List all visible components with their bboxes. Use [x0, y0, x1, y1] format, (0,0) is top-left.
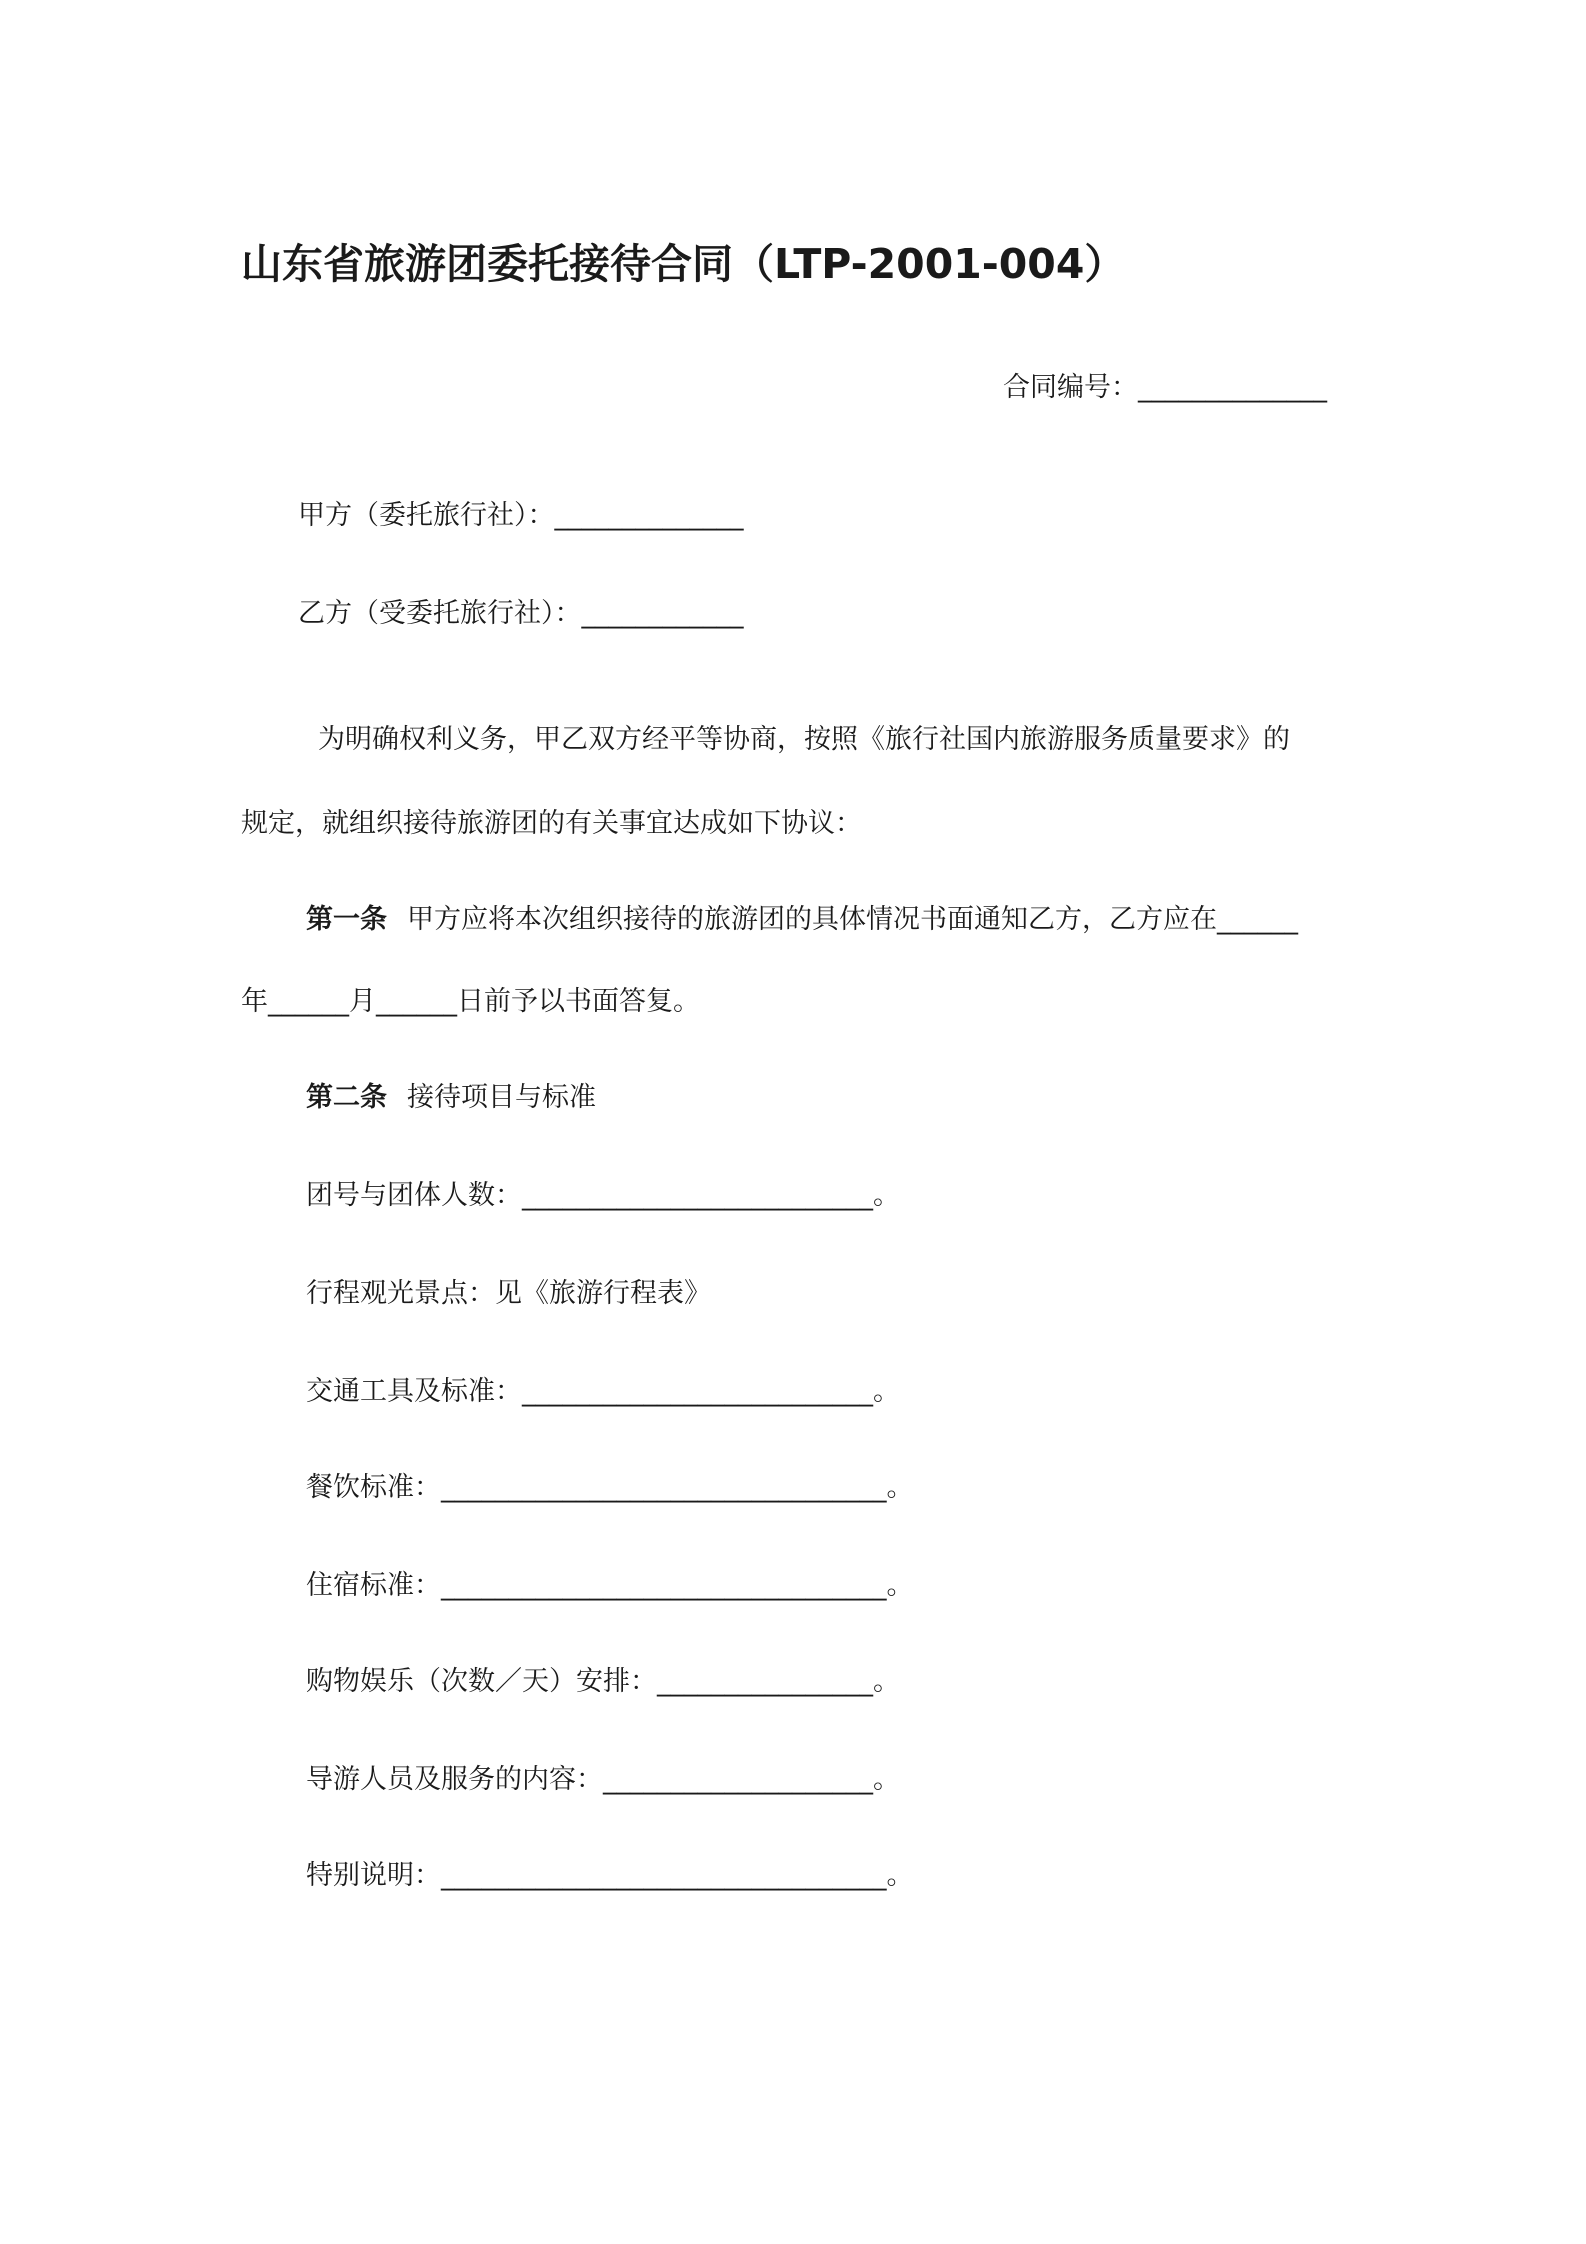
- item-guide: 导游人员及服务的内容：____________________。: [306, 1764, 900, 1795]
- party-b: 乙方（受委托旅行社）：____________: [298, 598, 744, 629]
- item-special-notes: 特别说明：_________________________________。: [306, 1860, 914, 1891]
- article-2-heading-line: [306, 1078, 596, 1118]
- item-itinerary: 行程观光景点：见《旅游行程表》: [306, 1278, 711, 1309]
- item-accommodation: 住宿标准：_________________________________。: [306, 1570, 914, 1601]
- item-transport: 交通工具及标准：__________________________。: [306, 1376, 900, 1407]
- article-1-line-2: 年______月______日前予以书面答复。: [241, 986, 700, 1017]
- article-1-text: 甲方应将本次组织接待的旅游团的具体情况书面通知乙方，乙方应在______: [407, 904, 1298, 935]
- party-a: 甲方（委托旅行社）：______________: [298, 500, 744, 531]
- preamble-line-2: 规定，就组织接待旅游团的有关事宜达成如下协议：: [241, 808, 862, 839]
- preamble-line-1: 为明确权利义务，甲乙双方经平等协商，按照《旅行社国内旅游服务质量要求》的: [318, 724, 1290, 755]
- item-group-size: 团号与团体人数：__________________________。: [306, 1180, 900, 1211]
- article-2-heading: 第二条: [306, 1082, 387, 1113]
- item-shopping: 购物娱乐（次数／天）安排：________________。: [306, 1666, 900, 1697]
- contract-number: 合同编号：______________: [1003, 372, 1327, 403]
- article-2-title: 接待项目与标准: [407, 1082, 596, 1113]
- article-1-heading: 第一条: [306, 904, 387, 935]
- item-meals: 餐饮标准：_________________________________。: [306, 1472, 914, 1503]
- document-title: 山东省旅游团委托接待合同（LTP-2001-004）: [241, 240, 1126, 288]
- article-1-line-1: [306, 900, 1298, 940]
